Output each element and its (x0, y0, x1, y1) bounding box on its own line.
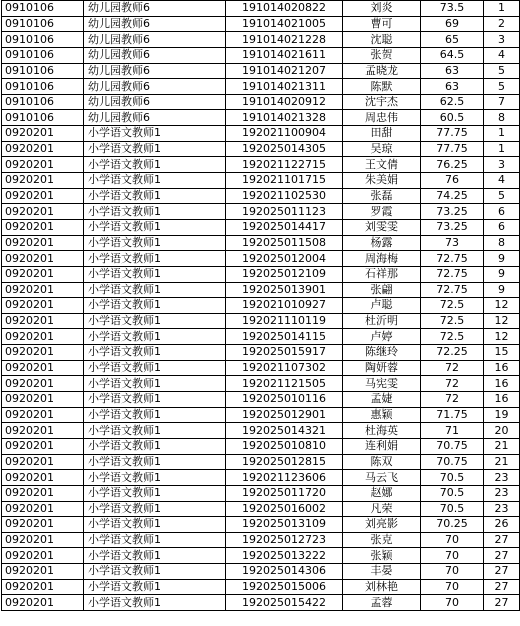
score-cell: 76.25 (421, 157, 484, 173)
post-name-cell: 小学语文教师1 (84, 376, 226, 392)
score-cell: 72.5 (421, 298, 484, 314)
exam-number-cell: 192021123606 (226, 470, 343, 486)
exam-number-cell: 192021122715 (226, 157, 343, 173)
table-row (2, 345, 520, 361)
post-name-cell: 小学语文教师1 (84, 251, 226, 267)
score-cell: 69 (421, 16, 484, 32)
table-row (2, 501, 520, 517)
score-cell: 72.75 (421, 266, 484, 282)
post-code-cell: 0920201 (2, 501, 84, 517)
rank-cell: 7 (484, 94, 520, 110)
candidate-name-cell: 曹可 (343, 16, 421, 32)
rank-cell: 8 (484, 110, 520, 126)
table-row (2, 360, 520, 376)
exam-number-cell: 192025013222 (226, 548, 343, 564)
candidate-name-cell: 张贺 (343, 47, 421, 63)
table-row (2, 579, 520, 595)
exam-number-cell: 191014020912 (226, 94, 343, 110)
exam-number-cell: 192025013109 (226, 517, 343, 533)
exam-number-cell: 192025014321 (226, 423, 343, 439)
post-code-cell: 0920201 (2, 329, 84, 345)
post-code-cell: 0920201 (2, 173, 84, 189)
table-row (2, 32, 520, 48)
score-cell: 73.25 (421, 219, 484, 235)
candidate-name-cell: 陈双 (343, 454, 421, 470)
post-code-cell: 0920201 (2, 438, 84, 454)
candidate-name-cell: 罗霞 (343, 204, 421, 220)
exam-number-cell: 192025014306 (226, 564, 343, 580)
post-name-cell: 幼儿园教师6 (84, 94, 226, 110)
candidate-name-cell: 张颖 (343, 548, 421, 564)
post-name-cell: 幼儿园教师6 (84, 79, 226, 95)
exam-number-cell: 192025010116 (226, 392, 343, 408)
rank-cell: 6 (484, 219, 520, 235)
table-row (2, 282, 520, 298)
rank-cell: 9 (484, 266, 520, 282)
post-name-cell: 小学语文教师1 (84, 564, 226, 580)
table-row (2, 141, 520, 157)
score-cell: 60.5 (421, 110, 484, 126)
table-row (2, 313, 520, 329)
rank-cell: 15 (484, 345, 520, 361)
candidate-name-cell: 杜沂明 (343, 313, 421, 329)
score-cell: 63 (421, 63, 484, 79)
post-code-cell: 0920201 (2, 392, 84, 408)
table-row (2, 392, 520, 408)
post-name-cell: 小学语文教师1 (84, 141, 226, 157)
score-cell: 70 (421, 564, 484, 580)
post-code-cell: 0910106 (2, 94, 84, 110)
post-name-cell: 小学语文教师1 (84, 454, 226, 470)
post-code-cell: 0920201 (2, 470, 84, 486)
candidate-name-cell: 朱美娟 (343, 173, 421, 189)
post-name-cell: 小学语文教师1 (84, 313, 226, 329)
rank-cell: 19 (484, 407, 520, 423)
rank-cell: 1 (484, 141, 520, 157)
score-cell: 72.5 (421, 313, 484, 329)
table-row (2, 266, 520, 282)
post-code-cell: 0910106 (2, 16, 84, 32)
candidate-name-cell: 丰晏 (343, 564, 421, 580)
post-name-cell: 幼儿园教师6 (84, 32, 226, 48)
table-row (2, 110, 520, 126)
exam-number-cell: 192025014305 (226, 141, 343, 157)
table-row (2, 63, 520, 79)
post-name-cell: 小学语文教师1 (84, 204, 226, 220)
score-cell: 72.75 (421, 282, 484, 298)
rank-cell: 27 (484, 548, 520, 564)
post-name-cell: 幼儿园教师6 (84, 1, 226, 17)
table-row (2, 423, 520, 439)
post-code-cell: 0920201 (2, 298, 84, 314)
score-cell: 70.25 (421, 517, 484, 533)
score-cell: 77.75 (421, 141, 484, 157)
candidate-name-cell: 卢婷 (343, 329, 421, 345)
results-table-body (2, 1, 520, 611)
score-cell: 72 (421, 392, 484, 408)
post-code-cell: 0910106 (2, 63, 84, 79)
post-name-cell: 小学语文教师1 (84, 126, 226, 142)
table-row (2, 329, 520, 345)
post-name-cell: 小学语文教师1 (84, 329, 226, 345)
post-name-cell: 小学语文教师1 (84, 282, 226, 298)
score-cell: 64.5 (421, 47, 484, 63)
rank-cell: 21 (484, 438, 520, 454)
candidate-name-cell: 杜海英 (343, 423, 421, 439)
score-cell: 70 (421, 532, 484, 548)
table-row (2, 219, 520, 235)
rank-cell: 26 (484, 517, 520, 533)
exam-number-cell: 192025016002 (226, 501, 343, 517)
score-cell: 70.5 (421, 470, 484, 486)
rank-cell: 1 (484, 126, 520, 142)
rank-cell: 20 (484, 423, 520, 439)
exam-number-cell: 192021110119 (226, 313, 343, 329)
rank-cell: 16 (484, 376, 520, 392)
table-row (2, 79, 520, 95)
candidate-name-cell: 周海梅 (343, 251, 421, 267)
candidate-name-cell: 孟蓉 (343, 595, 421, 611)
exam-number-cell: 192025011508 (226, 235, 343, 251)
rank-cell: 27 (484, 564, 520, 580)
post-name-cell: 小学语文教师1 (84, 392, 226, 408)
post-code-cell: 0920201 (2, 188, 84, 204)
score-cell: 62.5 (421, 94, 484, 110)
post-name-cell: 小学语文教师1 (84, 173, 226, 189)
rank-cell: 1 (484, 1, 520, 17)
post-name-cell: 幼儿园教师6 (84, 16, 226, 32)
score-cell: 77.75 (421, 126, 484, 142)
post-code-cell: 0920201 (2, 407, 84, 423)
table-row (2, 126, 520, 142)
table-row (2, 47, 520, 63)
post-name-cell: 小学语文教师1 (84, 266, 226, 282)
exam-number-cell: 192025012901 (226, 407, 343, 423)
candidate-name-cell: 田甜 (343, 126, 421, 142)
score-cell: 70.75 (421, 438, 484, 454)
post-code-cell: 0920201 (2, 141, 84, 157)
results-table (1, 0, 520, 611)
post-name-cell: 小学语文教师1 (84, 360, 226, 376)
post-name-cell: 小学语文教师1 (84, 438, 226, 454)
table-row (2, 235, 520, 251)
table-row (2, 548, 520, 564)
score-cell: 72 (421, 360, 484, 376)
candidate-name-cell: 刘林艳 (343, 579, 421, 595)
post-code-cell: 0920201 (2, 423, 84, 439)
rank-cell: 3 (484, 32, 520, 48)
post-name-cell: 小学语文教师1 (84, 595, 226, 611)
post-code-cell: 0920201 (2, 282, 84, 298)
candidate-name-cell: 杨露 (343, 235, 421, 251)
score-cell: 72.25 (421, 345, 484, 361)
exam-number-cell: 192021107302 (226, 360, 343, 376)
exam-number-cell: 192025011123 (226, 204, 343, 220)
candidate-name-cell: 沈宇杰 (343, 94, 421, 110)
rank-cell: 23 (484, 501, 520, 517)
exam-number-cell: 192025015422 (226, 595, 343, 611)
post-code-cell: 0920201 (2, 517, 84, 533)
post-name-cell: 小学语文教师1 (84, 532, 226, 548)
exam-number-cell: 192021100904 (226, 126, 343, 142)
post-name-cell: 小学语文教师1 (84, 298, 226, 314)
candidate-name-cell: 凡荣 (343, 501, 421, 517)
post-name-cell: 幼儿园教师6 (84, 110, 226, 126)
post-code-cell: 0920201 (2, 157, 84, 173)
post-code-cell: 0920201 (2, 266, 84, 282)
candidate-name-cell: 刘炎 (343, 1, 421, 17)
table-row (2, 564, 520, 580)
post-code-cell: 0920201 (2, 345, 84, 361)
candidate-name-cell: 刘亮影 (343, 517, 421, 533)
table-row (2, 173, 520, 189)
post-code-cell: 0920201 (2, 454, 84, 470)
candidate-name-cell: 吴琼 (343, 141, 421, 157)
exam-number-cell: 191014021005 (226, 16, 343, 32)
table-row (2, 1, 520, 17)
table-row (2, 407, 520, 423)
table-row (2, 157, 520, 173)
post-name-cell: 小学语文教师1 (84, 157, 226, 173)
post-name-cell: 小学语文教师1 (84, 517, 226, 533)
score-cell: 72 (421, 376, 484, 392)
rank-cell: 4 (484, 173, 520, 189)
exam-number-cell: 192025012723 (226, 532, 343, 548)
post-name-cell: 小学语文教师1 (84, 345, 226, 361)
score-cell: 70.5 (421, 485, 484, 501)
rank-cell: 3 (484, 157, 520, 173)
rank-cell: 8 (484, 235, 520, 251)
exam-number-cell: 191014020822 (226, 1, 343, 17)
table-row (2, 188, 520, 204)
post-name-cell: 小学语文教师1 (84, 407, 226, 423)
post-name-cell: 小学语文教师1 (84, 188, 226, 204)
rank-cell: 4 (484, 47, 520, 63)
table-row (2, 438, 520, 454)
post-code-cell: 0920201 (2, 219, 84, 235)
post-code-cell: 0920201 (2, 313, 84, 329)
candidate-name-cell: 周忠伟 (343, 110, 421, 126)
score-cell: 70 (421, 595, 484, 611)
post-code-cell: 0920201 (2, 360, 84, 376)
exam-number-cell: 192025012109 (226, 266, 343, 282)
table-row (2, 94, 520, 110)
candidate-name-cell: 马宪雯 (343, 376, 421, 392)
rank-cell: 5 (484, 79, 520, 95)
post-code-cell: 0910106 (2, 47, 84, 63)
rank-cell: 2 (484, 16, 520, 32)
exam-number-cell: 192025014417 (226, 219, 343, 235)
post-code-cell: 0920201 (2, 251, 84, 267)
rank-cell: 27 (484, 595, 520, 611)
table-row (2, 532, 520, 548)
candidate-name-cell: 孟婕 (343, 392, 421, 408)
exam-number-cell: 191014021311 (226, 79, 343, 95)
candidate-name-cell: 陶妍蓉 (343, 360, 421, 376)
rank-cell: 12 (484, 313, 520, 329)
post-name-cell: 小学语文教师1 (84, 219, 226, 235)
post-code-cell: 0920201 (2, 235, 84, 251)
table-row (2, 595, 520, 611)
exam-number-cell: 192025012815 (226, 454, 343, 470)
score-cell: 70.5 (421, 501, 484, 517)
score-cell: 70 (421, 548, 484, 564)
score-cell: 73.5 (421, 1, 484, 17)
candidate-name-cell: 张翩 (343, 282, 421, 298)
post-name-cell: 幼儿园教师6 (84, 63, 226, 79)
candidate-name-cell: 沈聪 (343, 32, 421, 48)
rank-cell: 21 (484, 454, 520, 470)
table-row (2, 251, 520, 267)
score-cell: 72.75 (421, 251, 484, 267)
exam-number-cell: 192021102530 (226, 188, 343, 204)
post-code-cell: 0910106 (2, 110, 84, 126)
post-name-cell: 小学语文教师1 (84, 423, 226, 439)
exam-number-cell: 192021121505 (226, 376, 343, 392)
rank-cell: 12 (484, 298, 520, 314)
post-code-cell: 0920201 (2, 376, 84, 392)
post-code-cell: 0920201 (2, 532, 84, 548)
candidate-name-cell: 赵娜 (343, 485, 421, 501)
candidate-name-cell: 孟晓龙 (343, 63, 421, 79)
rank-cell: 9 (484, 251, 520, 267)
score-cell: 71 (421, 423, 484, 439)
table-row (2, 376, 520, 392)
post-code-cell: 0920201 (2, 485, 84, 501)
score-cell: 63 (421, 79, 484, 95)
rank-cell: 5 (484, 63, 520, 79)
exam-number-cell: 192025011720 (226, 485, 343, 501)
table-row (2, 454, 520, 470)
candidate-name-cell: 惠颖 (343, 407, 421, 423)
exam-number-cell: 191014021611 (226, 47, 343, 63)
candidate-name-cell: 卢聪 (343, 298, 421, 314)
score-cell: 72.5 (421, 329, 484, 345)
score-cell: 70.75 (421, 454, 484, 470)
candidate-name-cell: 陈继玲 (343, 345, 421, 361)
score-cell: 74.25 (421, 188, 484, 204)
post-name-cell: 幼儿园教师6 (84, 47, 226, 63)
rank-cell: 12 (484, 329, 520, 345)
score-cell: 73.25 (421, 204, 484, 220)
post-code-cell: 0920201 (2, 548, 84, 564)
table-row (2, 204, 520, 220)
rank-cell: 9 (484, 282, 520, 298)
post-name-cell: 小学语文教师1 (84, 485, 226, 501)
rank-cell: 23 (484, 470, 520, 486)
table-row (2, 16, 520, 32)
exam-number-cell: 192025015917 (226, 345, 343, 361)
post-name-cell: 小学语文教师1 (84, 235, 226, 251)
post-code-cell: 0910106 (2, 79, 84, 95)
score-cell: 71.75 (421, 407, 484, 423)
post-name-cell: 小学语文教师1 (84, 579, 226, 595)
exam-number-cell: 192025014115 (226, 329, 343, 345)
post-code-cell: 0910106 (2, 32, 84, 48)
rank-cell: 27 (484, 579, 520, 595)
table-row (2, 470, 520, 486)
exam-number-cell: 192025013901 (226, 282, 343, 298)
post-code-cell: 0910106 (2, 1, 84, 17)
score-cell: 76 (421, 173, 484, 189)
exam-number-cell: 192025012004 (226, 251, 343, 267)
exam-number-cell: 192025010810 (226, 438, 343, 454)
exam-number-cell: 191014021328 (226, 110, 343, 126)
rank-cell: 16 (484, 360, 520, 376)
score-cell: 65 (421, 32, 484, 48)
post-name-cell: 小学语文教师1 (84, 470, 226, 486)
candidate-name-cell: 王文倩 (343, 157, 421, 173)
exam-number-cell: 192021101715 (226, 173, 343, 189)
rank-cell: 27 (484, 532, 520, 548)
post-name-cell: 小学语文教师1 (84, 501, 226, 517)
post-name-cell: 小学语文教师1 (84, 548, 226, 564)
score-cell: 70 (421, 579, 484, 595)
rank-cell: 23 (484, 485, 520, 501)
exam-number-cell: 192021010927 (226, 298, 343, 314)
exam-number-cell: 191014021228 (226, 32, 343, 48)
rank-cell: 16 (484, 392, 520, 408)
post-code-cell: 0920201 (2, 564, 84, 580)
candidate-name-cell: 张磊 (343, 188, 421, 204)
rank-cell: 6 (484, 204, 520, 220)
post-code-cell: 0920201 (2, 126, 84, 142)
table-row (2, 298, 520, 314)
candidate-name-cell: 马云飞 (343, 470, 421, 486)
candidate-name-cell: 刘雯雯 (343, 219, 421, 235)
exam-number-cell: 191014021207 (226, 63, 343, 79)
score-cell: 73 (421, 235, 484, 251)
post-code-cell: 0920201 (2, 595, 84, 611)
candidate-name-cell: 张克 (343, 532, 421, 548)
post-code-cell: 0920201 (2, 204, 84, 220)
rank-cell: 5 (484, 188, 520, 204)
exam-number-cell: 192025015006 (226, 579, 343, 595)
table-row (2, 517, 520, 533)
table-row (2, 485, 520, 501)
candidate-name-cell: 陈默 (343, 79, 421, 95)
candidate-name-cell: 连利娟 (343, 438, 421, 454)
post-code-cell: 0920201 (2, 579, 84, 595)
candidate-name-cell: 石祥那 (343, 266, 421, 282)
